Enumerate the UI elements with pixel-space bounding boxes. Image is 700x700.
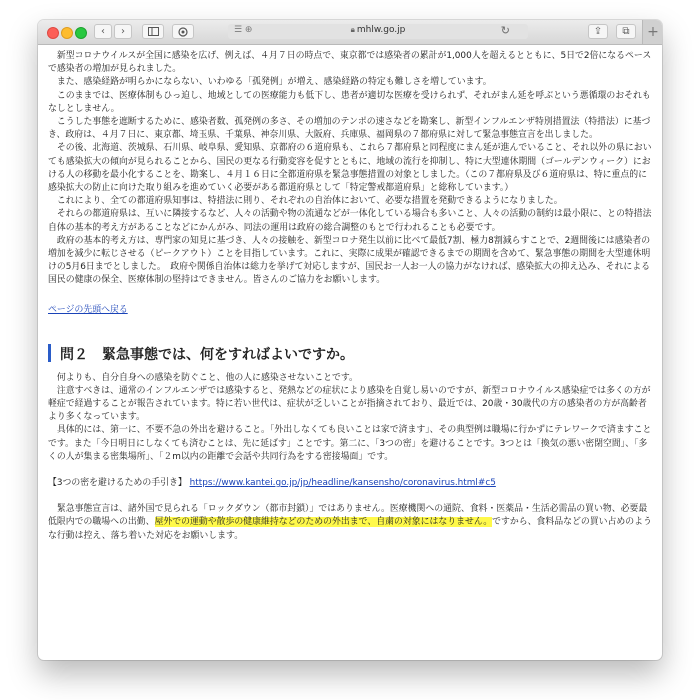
paragraph-text: 緊急事態宣言は、諸外国で見られる「ロックダウン（都市封鎖）」ではありません。医療機関への通院、食料・医薬品・生活必需品の買い物、必要最低限内での職場への出勤、 [48,504,648,528]
reference-link[interactable]: https://www.kantei.go.jp/jp/headline/kansensho/coronavirus.html#c5 [189,478,496,489]
highlighted-text: 屋外での運動や散歩の健康維持などのための外出まで、自粛の対象にはなりません。 [154,517,493,528]
zoom-window-button[interactable] [75,27,87,39]
browser-toolbar [38,20,662,45]
paragraph: また、感染経路が明らかにならない、いわゆる「孤発例」が増え、感染経路の特定も難しさを増しています。 [56,77,492,88]
section-title: 問２ 緊急事態では、何をすればよいですか。 [60,346,354,363]
browser-window [38,20,662,660]
chevron-left-icon: ‹ [101,25,105,37]
close-window-button[interactable] [47,27,59,39]
paragraph: これにより、全ての都道府県知事は、特措法に則り、それぞれの自治体において、必要な措置を発動できるようになりました。 [56,196,563,207]
paragraph [48,503,652,543]
back-to-top-link[interactable]: ページの先頭へ戻る [48,304,128,315]
forward-button[interactable] [114,24,132,39]
lock-icon: 🔒︎ [350,25,355,34]
paragraph: 何よりも、自分自身への感染を防ぐこと、他の人に感染させないことです。 [56,372,358,383]
share-icon: ⇪ [593,25,603,37]
privacy-report-button[interactable] [172,24,194,39]
paragraph: それらの都道府県は、互いに隣接するなど、人々の活動や物の流通などが一体化している場合も多いこと、人々の活動の制約は最小限に、との特措法自体の基本的考え方があることなどにかんがみ、同法の運用は政府の総合調整のもとで行われることも必要です。 [48,209,652,233]
paragraph: 注意すべきは、通常のインフルエンザでは感染すると、発熱などの症状により感染を自覚し易いのですが、新型コロナウイルス感染症では多くの方が軽症で経過することが報告されています。特に若い世代は、症状が乏しいことが指摘されており、最近では、20歳・30歳代の方の感染者の方が高齢者より多くなっています。 [48,385,651,423]
section-heading [48,342,652,364]
reference-line [48,477,652,490]
paragraph: 具体的には、第一に、不要不急の外出を避けること。「外出しなくても良いことは家で済ます」、その典型例は職場に行かずにテレワークで済ますことです。また「今日明日にしなくても済むことは、先に延ばす」ことです。第二に、「3つの密」を避けることです。3つとは「換気の悪い密閉空間」、「多くの人が集まる密集場所」、「２m以内の距離で会話や共同行為をする密接場面」です。 [48,425,652,462]
reader-icon[interactable]: ☰ ⊕ [234,25,253,35]
privacy-report-icon [178,27,188,37]
sidebar-icon [148,27,159,36]
page-content [48,50,652,543]
reload-icon[interactable]: ↻ [500,24,510,37]
sidebar-button[interactable] [142,24,164,39]
minimize-window-button[interactable] [61,27,73,39]
paragraph: こうした事態を遮断するために、感染者数、孤発例の多さ、その増加のテンポの速さなどを勘案し、新型インフルエンザ特別措置法（特措法）に基づき、政府は、４月７日に、東京都、埼玉県、千葉県、神奈川県、大阪府、兵庫県、福岡県の７都府県に対して緊急事態宣言を出しました。 [48,117,651,141]
heading-accent-bar [48,344,51,362]
tabs-icon: ⧉ [622,25,630,37]
new-tab-icon: + [647,24,659,40]
back-button[interactable] [94,24,112,39]
paragraph: 政府の基本的考え方は、専門家の知見に基づき、人々の接触を、新型コロナ発生以前に比べて最低7割、極力8割減らすことで、2週間後には感染者の増加を減少に転じさせる（ピークアウト）ことを目指しています。これに、実際に成果が確認できるまでの期間を含めて、緊急事態の期間を大型連休明けの5月6日までとしました。 政府や関係自治体は総力を挙げて対応しますが、国民お一人お一人の協力がなければ、感染拡大の抑え込み、それによる国民の健康の保全、医療体制の堅持はできません。皆さんのご協力をお願いします。 [48,235,651,286]
tabs-overview-button[interactable] [616,24,636,39]
new-tab-button[interactable] [642,20,662,44]
chevron-right-icon: › [121,25,125,37]
paragraph-text: ですから、食料品などの買い占めのような行動は控え、落ち着いた対応をお願いします。 [48,517,652,541]
address-bar[interactable] [228,24,528,39]
paragraph: その後、北海道、茨城県、石川県、岐阜県、愛知県、京都府の６道府県も、これら７都府県と同程度にまん延が進んでいること、それ以外の県においても感染拡大の傾向が見られることから、国民の更なる行動変容を促すとともに、地域の流行を抑制し、特に大型連休期間（ゴールデンウィーク）における人の移動を最小化することを、勘案し、４月１６日に全都道府県を緊急事態措置の対象としました。（この７都府県及び６道府県は、特に重点的に感染拡大の防止に向けた取り組みを進めていく必要がある都道府県として「特定警戒都道府県」と総称しています。） [48,143,652,194]
paragraph: 新型コロナウイルスが全国に感染を広げ、例えば、４月７日の時点で、東京都では感染者の累計が1,000人を超えるとともに、5日で2倍になるペースで感染者の増加が見られました。 [48,51,652,75]
paragraph: このままでは、医療体制もひっ迫し、地域としての医療能力も低下し、患者が適切な医療を受けられず、それがまん延を呼ぶという悪循環のおそれもなしとしません。 [48,90,651,114]
reference-label: 【3つの密を避けるための手引き】 [48,478,187,489]
url-text: mhlw.go.jp [356,25,406,35]
share-button[interactable] [588,24,608,39]
